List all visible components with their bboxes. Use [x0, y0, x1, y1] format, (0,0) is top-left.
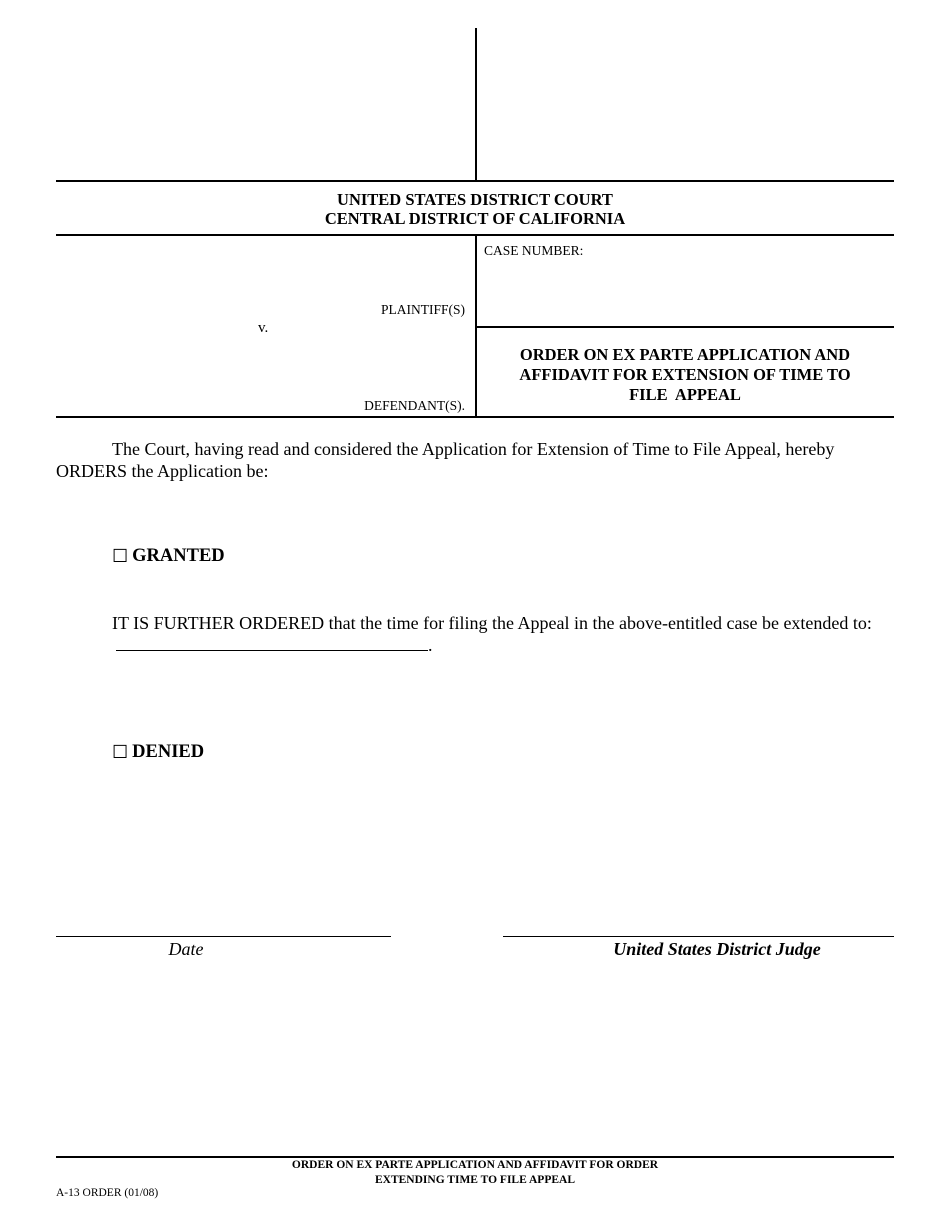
order-title-line: AFFIDAVIT FOR EXTENSION OF TIME TO	[519, 365, 851, 384]
granted-checkbox-icon[interactable]: ☐	[112, 546, 129, 566]
extension-date-blank[interactable]	[116, 635, 428, 651]
order-title	[478, 345, 892, 405]
date-signature-line[interactable]	[56, 936, 391, 937]
form-id: A-13 ORDER (01/08)	[56, 1187, 159, 1199]
denied-label: DENIED	[132, 742, 205, 762]
case-number-box-bottom	[476, 326, 894, 328]
further-order-text: IT IS FURTHER ORDERED that the time for filing the Appeal in the above-entitled case be extended to:	[112, 613, 872, 633]
granted-option[interactable]	[112, 546, 225, 567]
caption-rule-top	[56, 180, 894, 182]
granted-label: GRANTED	[132, 546, 225, 566]
order-title-line: FILE APPEAL	[629, 385, 741, 404]
intro-paragraph: The Court, having read and considered the Application for Extension of Time to File Appeal, hereby ORDERS the Application be:	[56, 439, 835, 481]
defendant-label: DEFENDANT(S).	[364, 398, 465, 413]
denied-option[interactable]	[112, 742, 204, 763]
judge-label: United States District Judge	[613, 939, 821, 959]
denied-checkbox-icon[interactable]: ☐	[112, 742, 129, 762]
plaintiff-label: PLAINTIFF(S)	[380, 302, 465, 317]
court-title	[56, 190, 894, 228]
further-order-period: .	[428, 635, 433, 655]
date-label: Date	[168, 939, 204, 959]
case-number-label: CASE NUMBER:	[484, 243, 584, 258]
footer-title-line: ORDER ON EX PARTE APPLICATION AND AFFIDAVIT FOR ORDER	[291, 1159, 659, 1171]
further-order-paragraph	[112, 612, 890, 656]
judge-signature-line[interactable]	[503, 936, 894, 937]
caption-top-divider	[475, 28, 477, 180]
versus-label: v.	[258, 320, 269, 336]
court-name: UNITED STATES DISTRICT COURT	[337, 190, 613, 209]
order-title-line: ORDER ON EX PARTE APPLICATION AND	[519, 345, 851, 364]
footer-title-line: EXTENDING TIME TO FILE APPEAL	[374, 1174, 576, 1186]
court-district: CENTRAL DISTRICT OF CALIFORNIA	[324, 209, 626, 228]
caption-rule-bottom	[56, 416, 894, 418]
footer-title	[56, 1158, 894, 1188]
